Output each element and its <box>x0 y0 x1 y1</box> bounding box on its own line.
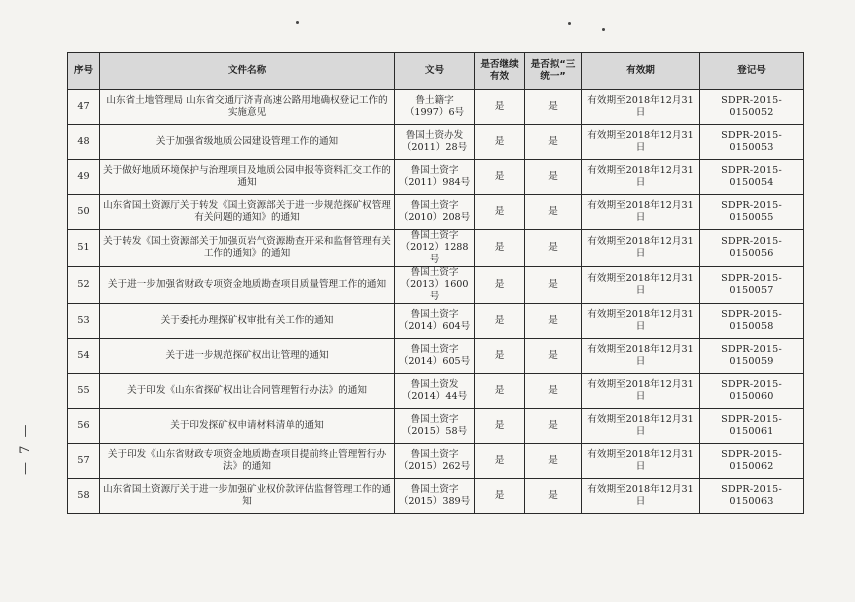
validity-period: 有效期至2018年12月31日 <box>582 374 700 409</box>
still-valid-flag: 是 <box>475 409 525 444</box>
table-row <box>68 195 804 230</box>
table-row <box>68 125 804 160</box>
registration-number: SDPR-2015-0150061 <box>700 409 804 444</box>
table-row <box>68 90 804 125</box>
document-reference: 鲁国土资字（2014）605号 <box>395 339 475 374</box>
still-valid-flag: 是 <box>475 90 525 125</box>
registration-number: SDPR-2015-0150059 <box>700 339 804 374</box>
document-name: 关于转发《国土资源部关于加强页岩气资源勘查开采和监督管理有关工作的通知》的通知 <box>100 230 395 267</box>
validity-period: 有效期至2018年12月31日 <box>582 479 700 514</box>
document-name: 山东省土地管理局 山东省交通厅济青高速公路用地确权登记工作的实施意见 <box>100 90 395 125</box>
document-reference: 鲁土籍字（1997）6号 <box>395 90 475 125</box>
page-number: — 7 — <box>18 422 33 475</box>
still-valid-flag: 是 <box>475 230 525 267</box>
table-row <box>68 339 804 374</box>
still-valid-flag: 是 <box>475 267 525 304</box>
column-header-ref: 文号 <box>395 53 475 90</box>
document-reference: 鲁国土资字（2014）604号 <box>395 304 475 339</box>
row-number: 47 <box>68 90 100 125</box>
document-reference: 鲁国土资发（2014）44号 <box>395 374 475 409</box>
document-reference: 鲁国土资字（2010）208号 <box>395 195 475 230</box>
registration-number: SDPR-2015-0150058 <box>700 304 804 339</box>
unified-flag: 是 <box>525 125 582 160</box>
registration-number: SDPR-2015-0150060 <box>700 374 804 409</box>
document-reference: 鲁国土资字（2012）1288号 <box>395 230 475 267</box>
row-number: 48 <box>68 125 100 160</box>
table-row <box>68 479 804 514</box>
row-number: 53 <box>68 304 100 339</box>
validity-period: 有效期至2018年12月31日 <box>582 304 700 339</box>
document-name: 关于印发探矿权申请材料清单的通知 <box>100 409 395 444</box>
document-reference: 鲁国土资字（2015）58号 <box>395 409 475 444</box>
registration-number: SDPR-2015-0150063 <box>700 479 804 514</box>
still-valid-flag: 是 <box>475 160 525 195</box>
row-number: 52 <box>68 267 100 304</box>
still-valid-flag: 是 <box>475 374 525 409</box>
table-row <box>68 267 804 304</box>
document-name: 山东省国土资源厅关于转发《国土资源部关于进一步规范探矿权管理有关问题的通知》的通知 <box>100 195 395 230</box>
row-number: 55 <box>68 374 100 409</box>
column-header-no: 序号 <box>68 53 100 90</box>
document-reference: 鲁国土资字（2011）984号 <box>395 160 475 195</box>
document-name: 关于做好地质环境保护与治理项目及地质公园申报等资料汇交工作的通知 <box>100 160 395 195</box>
unified-flag: 是 <box>525 230 582 267</box>
validity-period: 有效期至2018年12月31日 <box>582 230 700 267</box>
validity-period: 有效期至2018年12月31日 <box>582 125 700 160</box>
column-header-name: 文件名称 <box>100 53 395 90</box>
still-valid-flag: 是 <box>475 304 525 339</box>
registration-number: SDPR-2015-0150056 <box>700 230 804 267</box>
unified-flag: 是 <box>525 444 582 479</box>
document-name: 关于委托办理探矿权审批有关工作的通知 <box>100 304 395 339</box>
registration-number: SDPR-2015-0150057 <box>700 267 804 304</box>
scan-speck <box>296 21 299 24</box>
document-reference: 鲁国土资字（2015）389号 <box>395 479 475 514</box>
row-number: 49 <box>68 160 100 195</box>
unified-flag: 是 <box>525 90 582 125</box>
column-header-period: 有效期 <box>582 53 700 90</box>
registration-number: SDPR-2015-0150055 <box>700 195 804 230</box>
unified-flag: 是 <box>525 195 582 230</box>
document-name: 关于印发《山东省财政专项资金地质勘查项目提前终止管理暂行办法》的通知 <box>100 444 395 479</box>
document-name: 关于印发《山东省探矿权出让合同管理暂行办法》的通知 <box>100 374 395 409</box>
document-name: 关于进一步加强省财政专项资金地质勘查项目质量管理工作的通知 <box>100 267 395 304</box>
table-row <box>68 160 804 195</box>
document-name: 关于加强省级地质公园建设管理工作的通知 <box>100 125 395 160</box>
unified-flag: 是 <box>525 479 582 514</box>
still-valid-flag: 是 <box>475 479 525 514</box>
row-number: 58 <box>68 479 100 514</box>
registration-number: SDPR-2015-0150052 <box>700 90 804 125</box>
row-number: 56 <box>68 409 100 444</box>
document-table <box>67 52 804 514</box>
row-number: 50 <box>68 195 100 230</box>
row-number: 51 <box>68 230 100 267</box>
row-number: 54 <box>68 339 100 374</box>
document-name: 关于进一步规范探矿权出让管理的通知 <box>100 339 395 374</box>
column-header-unified: 是否拟“三统一” <box>525 53 582 90</box>
unified-flag: 是 <box>525 160 582 195</box>
table-row <box>68 444 804 479</box>
unified-flag: 是 <box>525 304 582 339</box>
validity-period: 有效期至2018年12月31日 <box>582 267 700 304</box>
document-name: 山东省国土资源厅关于进一步加强矿业权价款评估监督管理工作的通知 <box>100 479 395 514</box>
unified-flag: 是 <box>525 339 582 374</box>
header-row <box>68 53 804 90</box>
table-row <box>68 230 804 267</box>
table-row <box>68 409 804 444</box>
validity-period: 有效期至2018年12月31日 <box>582 339 700 374</box>
still-valid-flag: 是 <box>475 339 525 374</box>
document-reference: 鲁国土资字（2015）262号 <box>395 444 475 479</box>
column-header-reg: 登记号 <box>700 53 804 90</box>
still-valid-flag: 是 <box>475 125 525 160</box>
registration-number: SDPR-2015-0150054 <box>700 160 804 195</box>
table-row <box>68 374 804 409</box>
document-reference: 鲁国土资字（2013）1600号 <box>395 267 475 304</box>
unified-flag: 是 <box>525 267 582 304</box>
scan-speck <box>568 22 571 25</box>
document-reference: 鲁国土资办发（2011）28号 <box>395 125 475 160</box>
validity-period: 有效期至2018年12月31日 <box>582 195 700 230</box>
validity-period: 有效期至2018年12月31日 <box>582 409 700 444</box>
unified-flag: 是 <box>525 374 582 409</box>
still-valid-flag: 是 <box>475 195 525 230</box>
unified-flag: 是 <box>525 409 582 444</box>
scan-speck <box>602 28 605 31</box>
validity-period: 有效期至2018年12月31日 <box>582 444 700 479</box>
row-number: 57 <box>68 444 100 479</box>
validity-period: 有效期至2018年12月31日 <box>582 90 700 125</box>
still-valid-flag: 是 <box>475 444 525 479</box>
table-row <box>68 304 804 339</box>
registration-number: SDPR-2015-0150062 <box>700 444 804 479</box>
registration-number: SDPR-2015-0150053 <box>700 125 804 160</box>
column-header-valid: 是否继续有效 <box>475 53 525 90</box>
validity-period: 有效期至2018年12月31日 <box>582 160 700 195</box>
